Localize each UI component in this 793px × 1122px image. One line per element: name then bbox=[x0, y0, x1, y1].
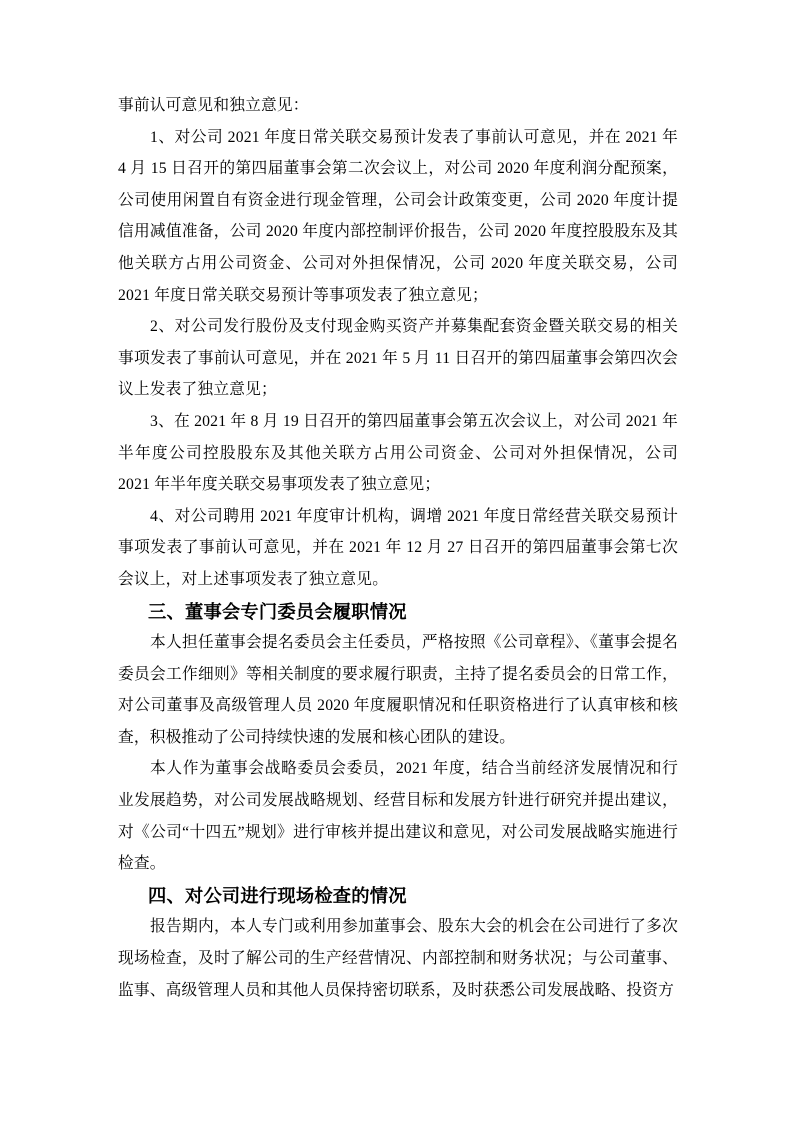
paragraph-numbered-1: 1、对公司 2021 年度日常关联交易预计发表了事前认可意见，并在 2021 年 4 月 15 日召开的第四届董事会第二次会议上，对公司 2020 年度利润分配预案，公司使用闲置自有资金进行现金管理，公司会计政策变更，公司 2020 年度计提信用减值准备，公司 2020 年度内部控制评价报告，公司 2020 年度控股股东及其他关联方占用公司资金、公司对外担保情况，公司 2020 年度关联交易，公司 2021 年度日常关联交易预计等事项发表了独立意见； bbox=[118, 128, 678, 304]
section-heading-three: 三、董事会专门委员会履职情况 bbox=[148, 600, 407, 622]
paragraph-continuation: 事前认可意见和独立意见： bbox=[118, 97, 309, 114]
paragraph-numbered-4: 4、对公司聘用 2021 年度审计机构，调增 2021 年度日常经营关联交易预计事项发表了事前认可意见，并在 2021 年 12 月 27 日召开的第四届董事会第七次会议上，对上述事项发表了独立意见。 bbox=[118, 507, 678, 588]
paragraph-strategy-committee: 本人作为董事会战略委员会委员，2021 年度，结合当前经济发展情况和行业发展趋势，对公司发展战略规划、经营目标和发展方针进行研究并提出建议，对《公司“十四五”规划》进行审核并提出建议和意见，对公司发展战略实施进行检查。 bbox=[118, 760, 678, 873]
paragraph-numbered-3: 3、在 2021 年 8 月 19 日召开的第四届董事会第五次会议上，对公司 2021 年半年度公司控股股东及其他关联方占用公司资金、公司对外担保情况，公司 2021 年半年度关联交易事项发表了独立意见； bbox=[118, 412, 678, 494]
paragraph-numbered-2: 2、对公司发行股份及支付现金购买资产并募集配套资金暨关联交易的相关事项发表了事前认可意见，并在 2021 年 5 月 11 日召开的第四届董事会第四次会议上发表了独立意见； bbox=[118, 318, 678, 399]
paragraph-onsite-inspection: 报告期内，本人专门或利用参加董事会、股东大会的机会在公司进行了多次现场检查，及时了解公司的生产经营情况、内部控制和财务状况；与公司董事、监事、高级管理人员和其他人员保持密切联系，及时获悉公司发展战略、投资方 bbox=[118, 918, 678, 999]
section-heading-four: 四、对公司进行现场检查的情况 bbox=[148, 884, 407, 906]
paragraph-nomination-committee: 本人担任董事会提名委员会主任委员，严格按照《公司章程》、《董事会提名委员会工作细则》等相关制度的要求履行职责，主持了提名委员会的日常工作，对公司董事及高级管理人员 2020 年度履职情况和任职资格进行了认真审核和核查，积极推动了公司持续快速的发展和核心团队的建设。 bbox=[118, 634, 678, 746]
document-body bbox=[118, 90, 678, 1006]
